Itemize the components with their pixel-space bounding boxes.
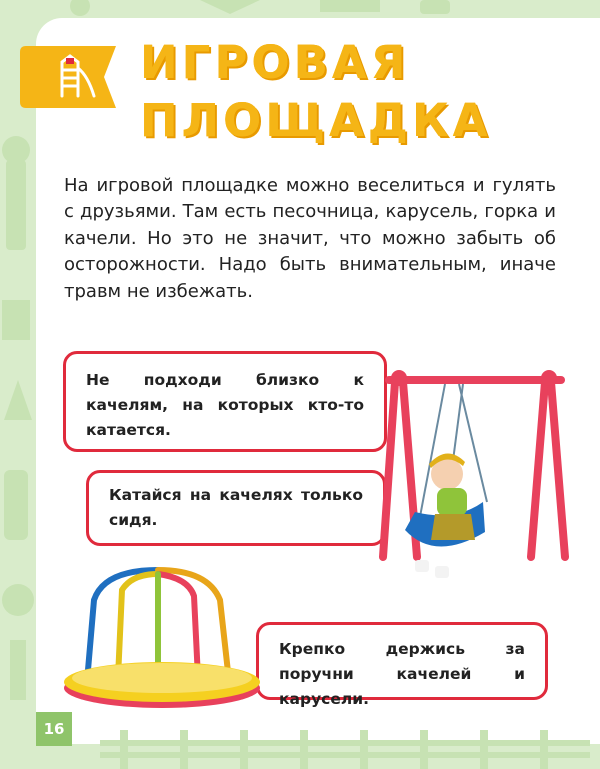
fence-decoration <box>100 730 590 769</box>
tip-text-3: Крепко держись за поручни качелей и карусели. <box>279 640 525 708</box>
title-line-1: ИГРОВАЯ <box>140 36 410 89</box>
carousel <box>58 560 268 718</box>
intro-paragraph: На игровой площадке можно веселиться и гулять с друзьями. Там есть песочница, карусель, горка и качели. Но это не значит, что можно забыть об осторожности. Надо быть внимательным, иначе травм не избежать. <box>64 175 556 302</box>
tip-card-3 <box>256 622 548 708</box>
tip-text-1: Не подходи близко к качелям, на которых кто-то катается. <box>86 371 364 439</box>
tip-text-2: Катайся на качелях только сидя. <box>109 486 363 529</box>
slide-icon <box>20 46 120 108</box>
page-number: 16 <box>36 712 72 746</box>
tip-card-1 <box>63 351 387 452</box>
tip-card-2 <box>86 470 386 546</box>
title-line-2: ПЛОЩАДКА <box>140 94 492 147</box>
swing-with-child <box>375 362 575 602</box>
intro-text <box>64 173 556 305</box>
page-title <box>140 34 491 150</box>
